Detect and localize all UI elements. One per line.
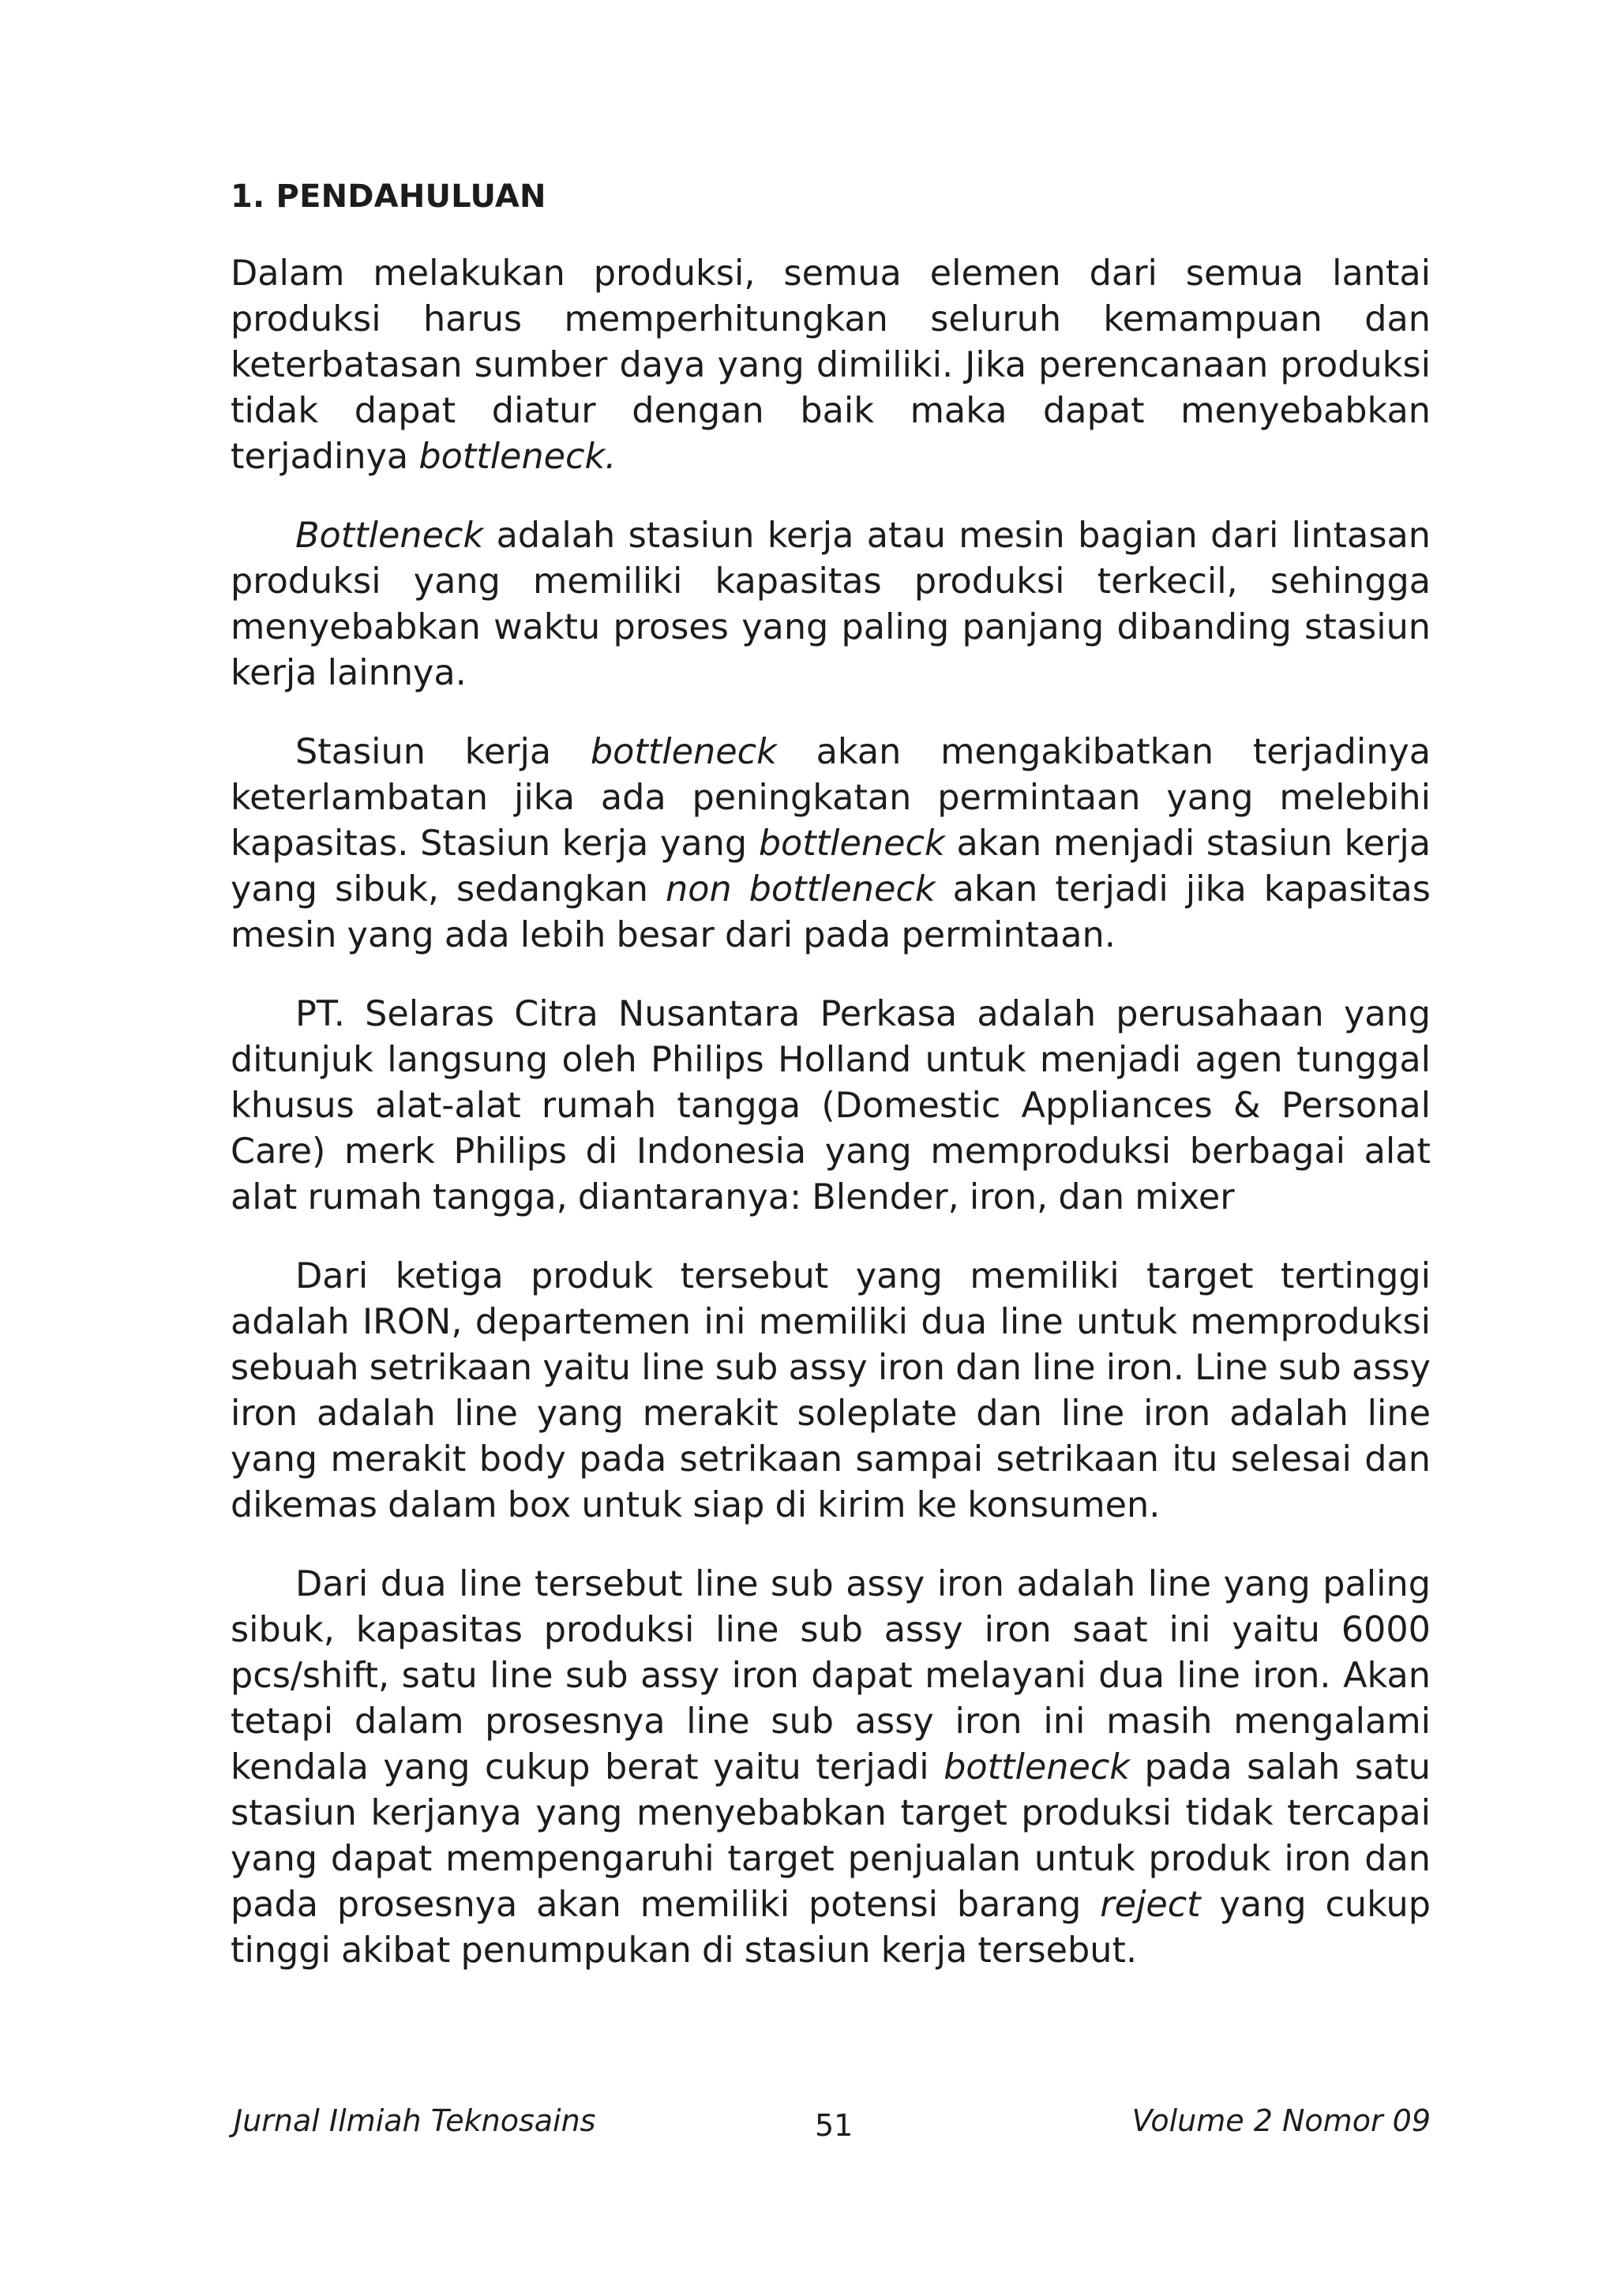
italic-term: non bottleneck xyxy=(666,869,936,910)
italic-term: bottleneck xyxy=(944,1747,1131,1788)
italic-term: bottleneck. xyxy=(418,437,617,477)
body-paragraph xyxy=(231,1562,1431,1974)
paragraph-text: Dalam melakukan produksi, semua elemen dari semua lantai produksi harus memperhitungkan seluruh kemampuan dan keterbatasan sumber daya yang dimiliki. Jika perencanaan produksi tidak dapat diatur dengan baik maka dapat menyebabkan terjadinya xyxy=(231,253,1431,477)
body-paragraph xyxy=(231,513,1431,696)
italic-term: bottleneck xyxy=(590,732,777,772)
paragraph-text: Dari dua line tersebut line sub assy iron adalah line yang paling sibuk, kapasitas produksi line sub assy iron saat ini yaitu 6000 pcs/shift, satu line sub assy iron dapat melayani dua line iron. Akan tetapi dalam prosesnya line sub assy iron ini masih mengalami kendala yang cukup berat yaitu terjadi xyxy=(231,1564,1431,1788)
paragraph-text: pada salah satu stasiun kerjanya yang menyebabkan target produksi tidak tercapai yang dapat mempengaruhi target penjualan untuk produk iron dan pada prosesnya akan memiliki potensi barang xyxy=(231,1747,1431,1925)
body-paragraph xyxy=(231,992,1431,1221)
paragraph-text: yang cukup tinggi akibat penumpukan di stasiun kerja tersebut. xyxy=(231,1885,1431,1971)
body-paragraph xyxy=(231,251,1431,480)
footer-volume: Volume 2 Nomor 09 xyxy=(1131,2103,1431,2138)
paragraph-container xyxy=(231,251,1431,1974)
footer-journal-name: Jurnal Ilmiah Teknosains xyxy=(234,2103,596,2138)
paragraph-text: PT. Selaras Citra Nusantara Perkasa adalah perusahaan yang ditunjuk langsung oleh Philips Holland untuk menjadi agen tunggal khusus alat-alat rumah tangga (Domestic Appliances & Personal Care) merk Philips di Indonesia yang memproduksi berbagai alat alat rumah tangga, diantaranya: Blender, iron, dan mixer xyxy=(231,994,1431,1217)
italic-term: bottleneck xyxy=(758,823,945,864)
paragraph-text: akan menjadi stasiun kerja yang sibuk, sedangkan xyxy=(231,823,1431,910)
paragraph-text: Stasiun kerja xyxy=(295,732,591,772)
paragraph-text: akan mengakibatkan terjadinya keterlambatan jika ada peningkatan permintaan yang melebihi kapasitas. Stasiun kerja yang xyxy=(231,732,1431,864)
italic-term: Bottleneck xyxy=(295,516,484,556)
italic-term: reject xyxy=(1100,1885,1201,1925)
paragraph-text: adalah stasiun kerja atau mesin bagian dari lintasan produksi yang memiliki kapasitas produksi terkecil, sehingga menyebabkan waktu proses yang paling panjang dibanding stasiun kerja lainnya. xyxy=(231,516,1431,693)
article-body xyxy=(231,177,1431,2007)
footer-page-number: 51 xyxy=(815,2108,854,2143)
body-paragraph xyxy=(231,1254,1431,1529)
page-footer xyxy=(231,2099,1431,2143)
section-heading: 1. PENDAHULUAN xyxy=(231,178,546,215)
paragraph-text: akan terjadi jika kapasitas mesin yang ada lebih besar dari pada permintaan. xyxy=(231,869,1431,955)
body-paragraph xyxy=(231,730,1431,959)
paragraph-text: Dari ketiga produk tersebut yang memiliki target tertinggi adalah IRON, departemen ini memiliki dua line untuk memproduksi sebuah setrikaan yaitu line sub assy iron dan line iron. Line sub assy iron adalah line yang merakit soleplate dan line iron adalah line yang merakit body pada setrikaan sampai setrikaan itu selesai dan dikemas dalam box untuk siap di kirim ke konsumen. xyxy=(231,1256,1431,1525)
